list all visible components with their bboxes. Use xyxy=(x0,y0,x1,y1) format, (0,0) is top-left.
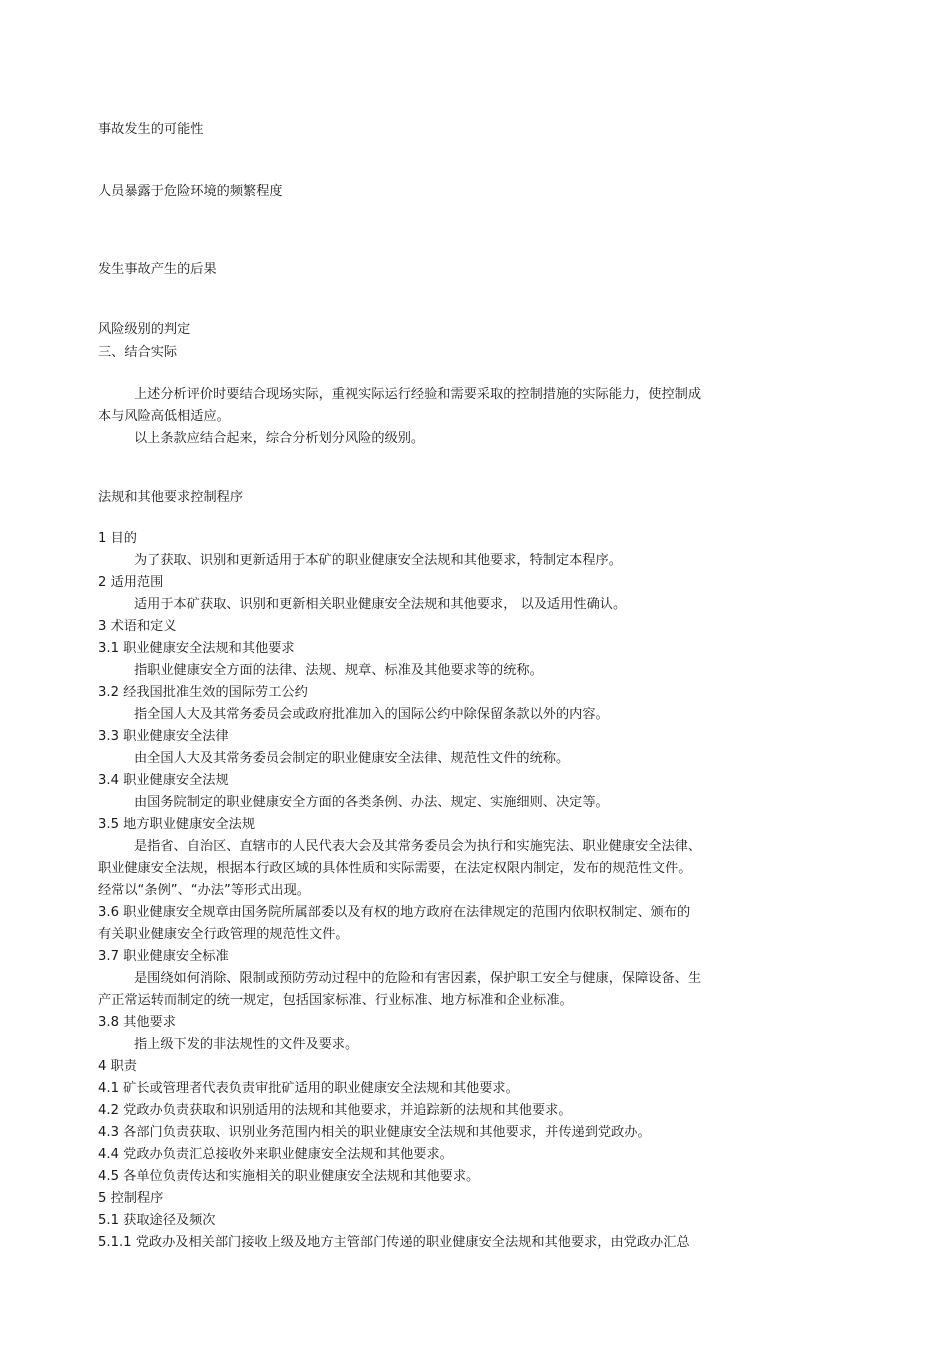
paragraph-line: 指上级下发的非法规性的文件及要求。 xyxy=(134,1037,359,1052)
subsection-item: 5.1.1 党政办及相关部门接收上级及地方主管部门传递的职业健康安全法规和其他要求，由党政办汇总 xyxy=(98,1235,690,1250)
subsection-item: 4.2 党政办负责获取和识别适用的法规和其他要求，并追踪新的法规和其他要求。 xyxy=(98,1103,572,1118)
paragraph-line: 上述分析评价时要结合现场实际，重视实际运行经验和需要采取的控制措施的实际能力，使控制成 xyxy=(134,387,702,402)
document-title: 法规和其他要求控制程序 xyxy=(98,490,244,505)
subsection-heading: 3.4 职业健康安全法规 xyxy=(98,773,229,788)
section-heading: 5 控制程序 xyxy=(98,1191,164,1206)
section-heading: 2 适用范围 xyxy=(98,575,164,590)
subsection-heading: 3.2 经我国批准生效的国际劳工公约 xyxy=(98,685,308,700)
subsection-item: 4.3 各部门负责获取、识别业务范围内相关的职业健康安全法规和其他要求，并传递到党政办。 xyxy=(98,1125,651,1140)
heading-possibility: 事故发生的可能性 xyxy=(98,122,204,137)
heading-consequence: 发生事故产生的后果 xyxy=(98,262,217,277)
paragraph-line: 产正常运转而制定的统一规定，包括国家标准、行业标准、地方标准和企业标准。 xyxy=(98,993,573,1008)
paragraph-line: 有关职业健康安全行政管理的规范性文件。 xyxy=(98,927,349,942)
subsection-heading: 3.3 职业健康安全法律 xyxy=(98,729,229,744)
paragraph-line: 是围绕如何消除、限制或预防劳动过程中的危险和有害因素，保护职工安全与健康，保障设备、生 xyxy=(134,971,702,986)
section-three-heading: 三、结合实际 xyxy=(98,345,178,360)
paragraph-line: 适用于本矿获取、识别和更新相关职业健康安全法规和其他要求， 以及适用性确认。 xyxy=(134,597,627,612)
paragraph-line: 是指省、自治区、直辖市的人民代表大会及其常务委员会为执行和实施宪法、职业健康安全法律、 xyxy=(134,839,702,854)
subsection-heading: 5.1 获取途径及频次 xyxy=(98,1213,216,1228)
paragraph-line: 职业健康安全法规，根据本行政区域的具体性质和实际需要，在法定权限内制定，发布的规范性文件。 xyxy=(98,861,692,876)
paragraph-line: 指职业健康安全方面的法律、法规、规章、标准及其他要求等的统称。 xyxy=(134,663,543,678)
heading-risk-level: 风险级别的判定 xyxy=(98,322,191,337)
subsection-heading: 3.1 职业健康安全法规和其他要求 xyxy=(98,641,295,656)
paragraph-line: 以上条款应结合起来，综合分析划分风险的级别。 xyxy=(134,431,425,446)
subsection-item: 4.4 党政办负责汇总接收外来职业健康安全法规和其他要求。 xyxy=(98,1147,453,1162)
paragraph-line: 由全国人大及其常务委员会制定的职业健康安全法律、规范性文件的统称。 xyxy=(134,751,570,766)
paragraph-line: 指全国人大及其常务委员会或政府批准加入的国际公约中除保留条款以外的内容。 xyxy=(134,707,609,722)
subsection-heading: 3.6 职业健康安全规章由国务院所属部委以及有权的地方政府在法律规定的范围内依职权制定、颁布的 xyxy=(98,905,691,920)
subsection-item: 4.1 矿长或管理者代表负责审批矿适用的职业健康安全法规和其他要求。 xyxy=(98,1081,519,1096)
subsection-item: 4.5 各单位负责传达和实施相关的职业健康安全法规和其他要求。 xyxy=(98,1169,480,1184)
heading-frequency: 人员暴露于危险环境的频繁程度 xyxy=(98,184,283,199)
paragraph-line: 本与风险高低相适应。 xyxy=(98,409,230,424)
subsection-heading: 3.8 其他要求 xyxy=(98,1015,176,1030)
paragraph-line: 为了获取、识别和更新适用于本矿的职业健康安全法规和其他要求，特制定本程序。 xyxy=(134,553,622,568)
section-heading: 3 术语和定义 xyxy=(98,619,177,634)
subsection-heading: 3.5 地方职业健康安全法规 xyxy=(98,817,256,832)
paragraph-line: 经常以“条例”、“办法”等形式出现。 xyxy=(98,883,310,898)
section-heading: 4 职责 xyxy=(98,1059,137,1074)
subsection-heading: 3.7 职业健康安全标准 xyxy=(98,949,229,964)
paragraph-line: 由国务院制定的职业健康安全方面的各类条例、办法、规定、实施细则、决定等。 xyxy=(134,795,609,810)
section-heading: 1 目的 xyxy=(98,531,137,546)
